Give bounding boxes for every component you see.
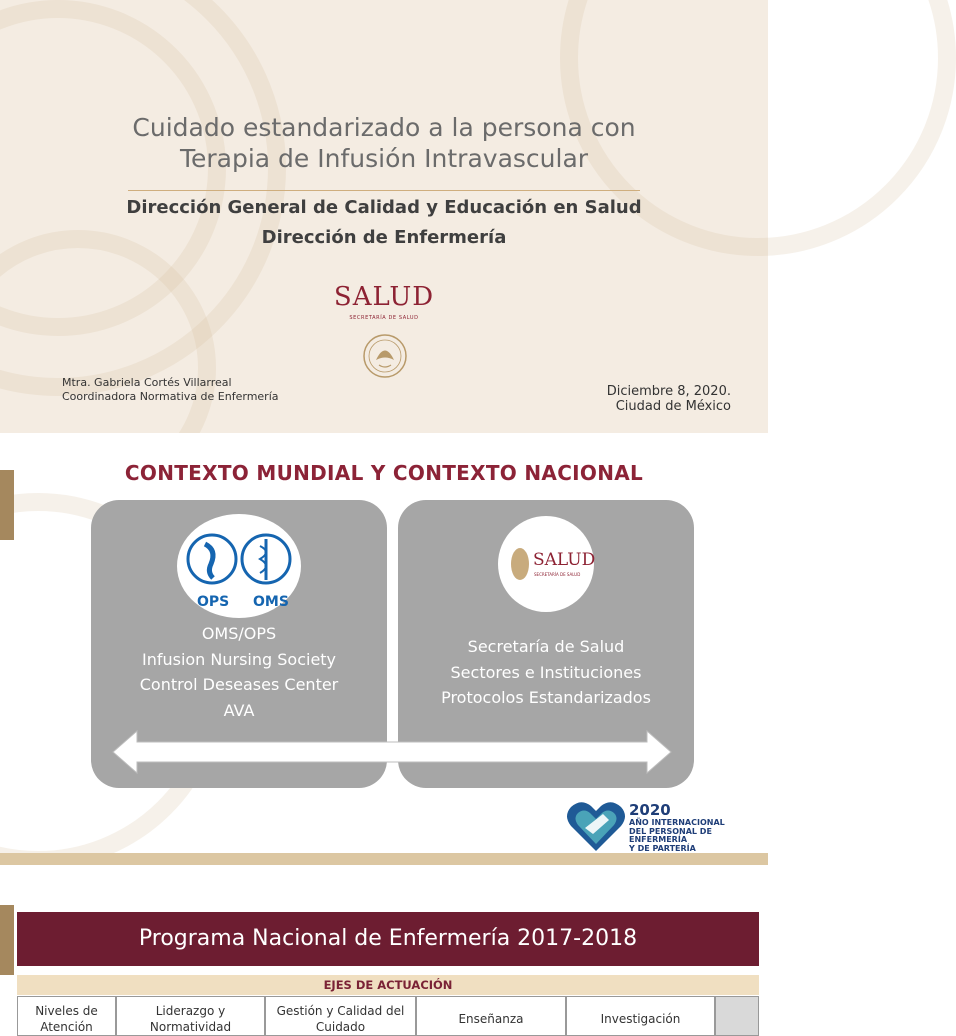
slide-side-tab xyxy=(0,905,14,975)
salud-round-logo-subtext: SECRETARÍA DE SALUD xyxy=(534,572,581,577)
table-header-cell-empty xyxy=(715,996,759,1036)
title-line-1: Cuidado estandarizado a la persona con xyxy=(132,113,636,142)
international-year-heart-icon xyxy=(565,798,627,854)
slide-separator xyxy=(0,853,768,865)
date-block xyxy=(607,384,731,414)
ops-label: OPS xyxy=(197,594,230,610)
ops-oms-logo xyxy=(177,514,301,618)
badge-line-1: AÑO INTERNACIONAL xyxy=(629,818,725,827)
subtitle-line-1: Dirección General de Calidad y Educación en Salud xyxy=(126,197,642,218)
title-line-2: Terapia de Infusión Intravascular xyxy=(179,144,589,173)
table-header-cell: Liderazgo y Normatividad xyxy=(116,996,265,1036)
national-seal-icon xyxy=(361,333,409,379)
badge-text xyxy=(629,819,768,853)
subtitle-line-2: Dirección de Enfermería xyxy=(261,227,507,248)
author-block xyxy=(62,376,279,404)
badge-line-2: DEL PERSONAL DE ENFERMERÍA xyxy=(629,826,712,844)
program-banner: Programa Nacional de Enfermería 2017-2018 xyxy=(17,912,759,966)
salud-logo-subtext: SECRETARÍA DE SALUD xyxy=(349,315,419,321)
presentation-place: Ciudad de México xyxy=(615,399,731,414)
table-header-cell: Niveles de Atención xyxy=(17,996,116,1036)
title-slide xyxy=(0,0,768,433)
badge-year: 2020 xyxy=(629,801,671,819)
table-header-cell: Enseñanza xyxy=(416,996,566,1036)
list-item: Protocolos Estandarizados xyxy=(441,688,651,707)
list-item: OMS/OPS xyxy=(201,624,277,643)
list-item: AVA xyxy=(223,700,255,720)
list-item: Secretaría de Salud xyxy=(467,637,625,656)
table-header-cell: Gestión y Calidad del Cuidado xyxy=(265,996,416,1036)
salud-round-logo xyxy=(498,516,594,612)
list-item: Control Deseases Center xyxy=(139,675,339,694)
double-arrow-icon xyxy=(0,728,768,776)
badge-line-3: Y DE PARTERÍA xyxy=(629,843,696,853)
seal-icon xyxy=(509,544,531,584)
title-divider xyxy=(128,190,640,191)
ejes-header: EJES DE ACTUACIÓN xyxy=(17,975,759,995)
presentation-title xyxy=(0,112,768,174)
national-context-list xyxy=(398,634,694,711)
program-slide xyxy=(0,865,768,1034)
oms-label: OMS xyxy=(253,594,289,610)
list-item: Infusion Nursing Society xyxy=(141,649,337,669)
context-slide xyxy=(0,433,768,853)
table-header-cell: Investigación xyxy=(566,996,715,1036)
world-context-list xyxy=(91,621,387,723)
slide-title: CONTEXTO MUNDIAL Y CONTEXTO NACIONAL xyxy=(124,461,644,485)
presentation-date: Diciembre 8, 2020. xyxy=(606,384,731,399)
salud-round-logo-word: SALUD xyxy=(533,550,596,570)
list-item: Sectores e Instituciones xyxy=(450,662,642,682)
author-role: Coordinadora Normativa de Enfermería xyxy=(62,390,279,403)
salud-logo-word: SALUD xyxy=(333,282,435,312)
author-name: Mtra. Gabriela Cortés Villarreal xyxy=(62,376,232,389)
